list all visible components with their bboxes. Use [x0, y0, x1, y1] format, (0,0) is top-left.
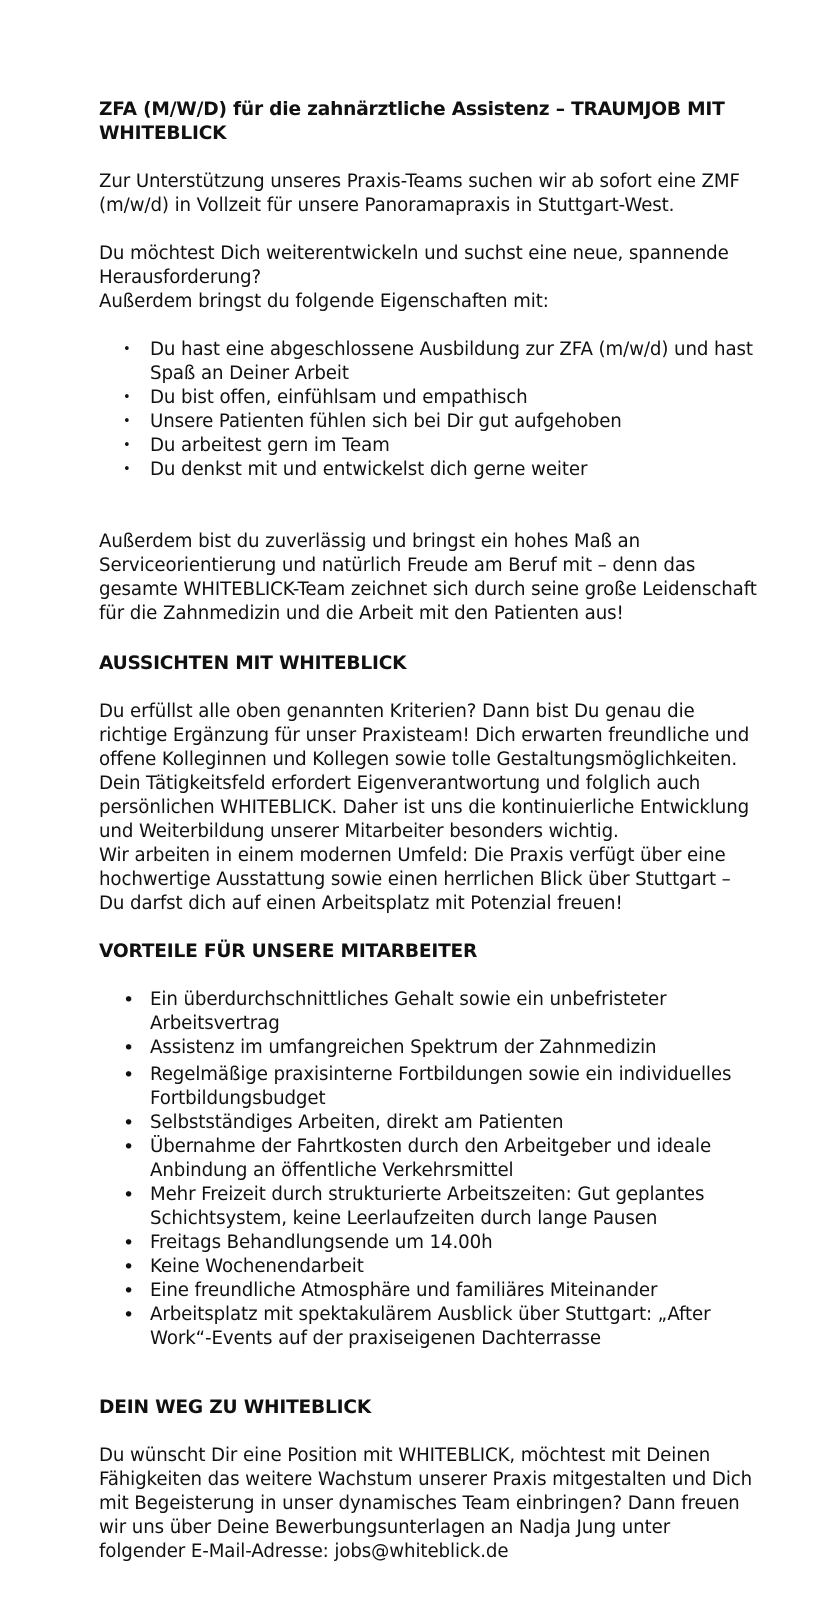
list-item: • Du arbeitest gern im Team	[123, 435, 390, 456]
bullet-icon: •	[123, 414, 131, 429]
list-item: • Du bist offen, einfühlsam und empathisch	[123, 387, 528, 408]
bullet-icon: •	[123, 390, 131, 405]
outlook-paragraph-2: Wir arbeiten in einem modernen Umfeld: Die Praxis verfügt über eine hochwertige Ausstattung sowie einen herrlichen Blick über Stuttgart – Du darfst dich auf einen Arbeitsplatz mit Potenzial freuen!	[99, 845, 731, 914]
list-item: • Unsere Patienten fühlen sich bei Dir gut aufgehoben	[123, 411, 622, 432]
section-heading-path: DEIN WEG ZU WHITEBLICK	[99, 1397, 372, 1418]
bullet-icon: •	[123, 1184, 135, 1206]
list-item: • Du denkst mit und entwickelst dich gerne weiter	[123, 459, 588, 480]
list-item: • Keine Wochenendarbeit	[123, 1256, 364, 1278]
list-item: • Eine freundliche Atmosphäre und familiäres Miteinander	[123, 1280, 658, 1302]
list-item: • Übernahme der Fahrtkosten durch den Arbeitgeber und ideale Anbindung an öffentliche Verkehrsmittel	[123, 1136, 712, 1181]
bullet-icon: •	[123, 1136, 135, 1158]
qualities-list	[99, 338, 759, 482]
bullet-icon: •	[123, 1064, 135, 1086]
intro-paragraph: Zur Unterstützung unseres Praxis-Teams suchen wir ab sofort eine ZMF (m/w/d) in Vollzeit für unsere Panoramapraxis in Stuttgart-West.	[99, 171, 740, 216]
job-posting	[99, 98, 759, 1564]
list-item: • Arbeitsplatz mit spektakulärem Ausblick über Stuttgart: „After Work“-Events auf der praxiseigenen Dachterrasse	[123, 1304, 711, 1349]
list-item: • Selbstständiges Arbeiten, direkt am Patienten	[123, 1112, 564, 1134]
bullet-icon: •	[123, 1256, 135, 1278]
bullet-icon: •	[123, 342, 131, 357]
list-item: • Regelmäßige praxisinterne Fortbildungen sowie ein individuelles Fortbildungsbudget	[123, 1064, 732, 1109]
bullet-icon: •	[123, 1037, 135, 1059]
section-heading-benefits: VORTEILE FÜR UNSERE MITARBEITER	[99, 941, 478, 962]
list-item: • Du hast eine abgeschlossene Ausbildung zur ZFA (m/w/d) und hast Spaß an Deiner Arbeit	[123, 339, 753, 384]
closing-paragraph: Außerdem bist du zuverlässig und bringst ein hohes Maß an Serviceorientierung und natürlich Freude am Beruf mit – denn das gesamte WHITEBLICK-Team zeichnet sich durch seine große Leidenschaft für die Zahnmedizin und die Arbeit mit den Patienten aus!	[99, 531, 757, 624]
bullet-icon: •	[123, 462, 131, 477]
list-item: • Ein überdurchschnittliches Gehalt sowie ein unbefristeter Arbeitsvertrag	[123, 989, 667, 1034]
bullet-icon: •	[123, 1280, 135, 1302]
bullet-icon: •	[123, 1304, 135, 1326]
benefits-list	[99, 988, 759, 1351]
bullet-icon: •	[123, 1232, 135, 1254]
outlook-paragraph: Du erfüllst alle oben genannten Kriterien? Dann bist Du genau die richtige Ergänzung für unser Praxisteam! Dich erwarten freundliche und offene Kolleginnen und Kollegen sowie tolle Gestaltungsmöglichkeiten. Dein Tätigkeitsfeld erfordert Eigenverantwortung und folglich auch persönlichen WHITEBLICK. Daher ist uns die kontinuierliche Entwicklung und Weiterbildung unserer Mitarbeiter besonders wichtig.	[99, 701, 750, 842]
bullet-icon: •	[123, 1112, 135, 1134]
section-heading-outlook: AUSSICHTEN MIT WHITEBLICK	[99, 653, 407, 674]
list-item: • Mehr Freizeit durch strukturierte Arbeitszeiten: Gut geplantes Schichtsystem, keine Leerlaufzeiten durch lange Pausen	[123, 1184, 705, 1229]
bullet-icon: •	[123, 438, 131, 453]
qualities-intro: Außerdem bringst du folgende Eigenschaften mit:	[99, 291, 549, 312]
list-item: • Assistenz im umfangreichen Spektrum der Zahnmedizin	[123, 1037, 657, 1059]
list-item: • Freitags Behandlungsende um 14.00h	[123, 1232, 493, 1254]
job-title: ZFA (M/W/D) für die zahnärztliche Assistenz – TRAUMJOB MIT WHITEBLICK	[99, 99, 725, 144]
path-paragraph: Du wünscht Dir eine Position mit WHITEBLICK, möchtest mit Deinen Fähigkeiten das weitere Wachstum unserer Praxis mitgestalten und Dich mit Begeisterung in unser dynamisches Team einbringen? Dann freuen wir uns über Deine Bewerbungsunterlagen an Nadja Jung unter folgender E-Mail-Adresse: jobs@whiteblick.de	[99, 1445, 753, 1562]
question-paragraph: Du möchtest Dich weiterentwickeln und suchst eine neue, spannende Herausforderung?	[99, 243, 729, 288]
bullet-icon: •	[123, 989, 135, 1011]
